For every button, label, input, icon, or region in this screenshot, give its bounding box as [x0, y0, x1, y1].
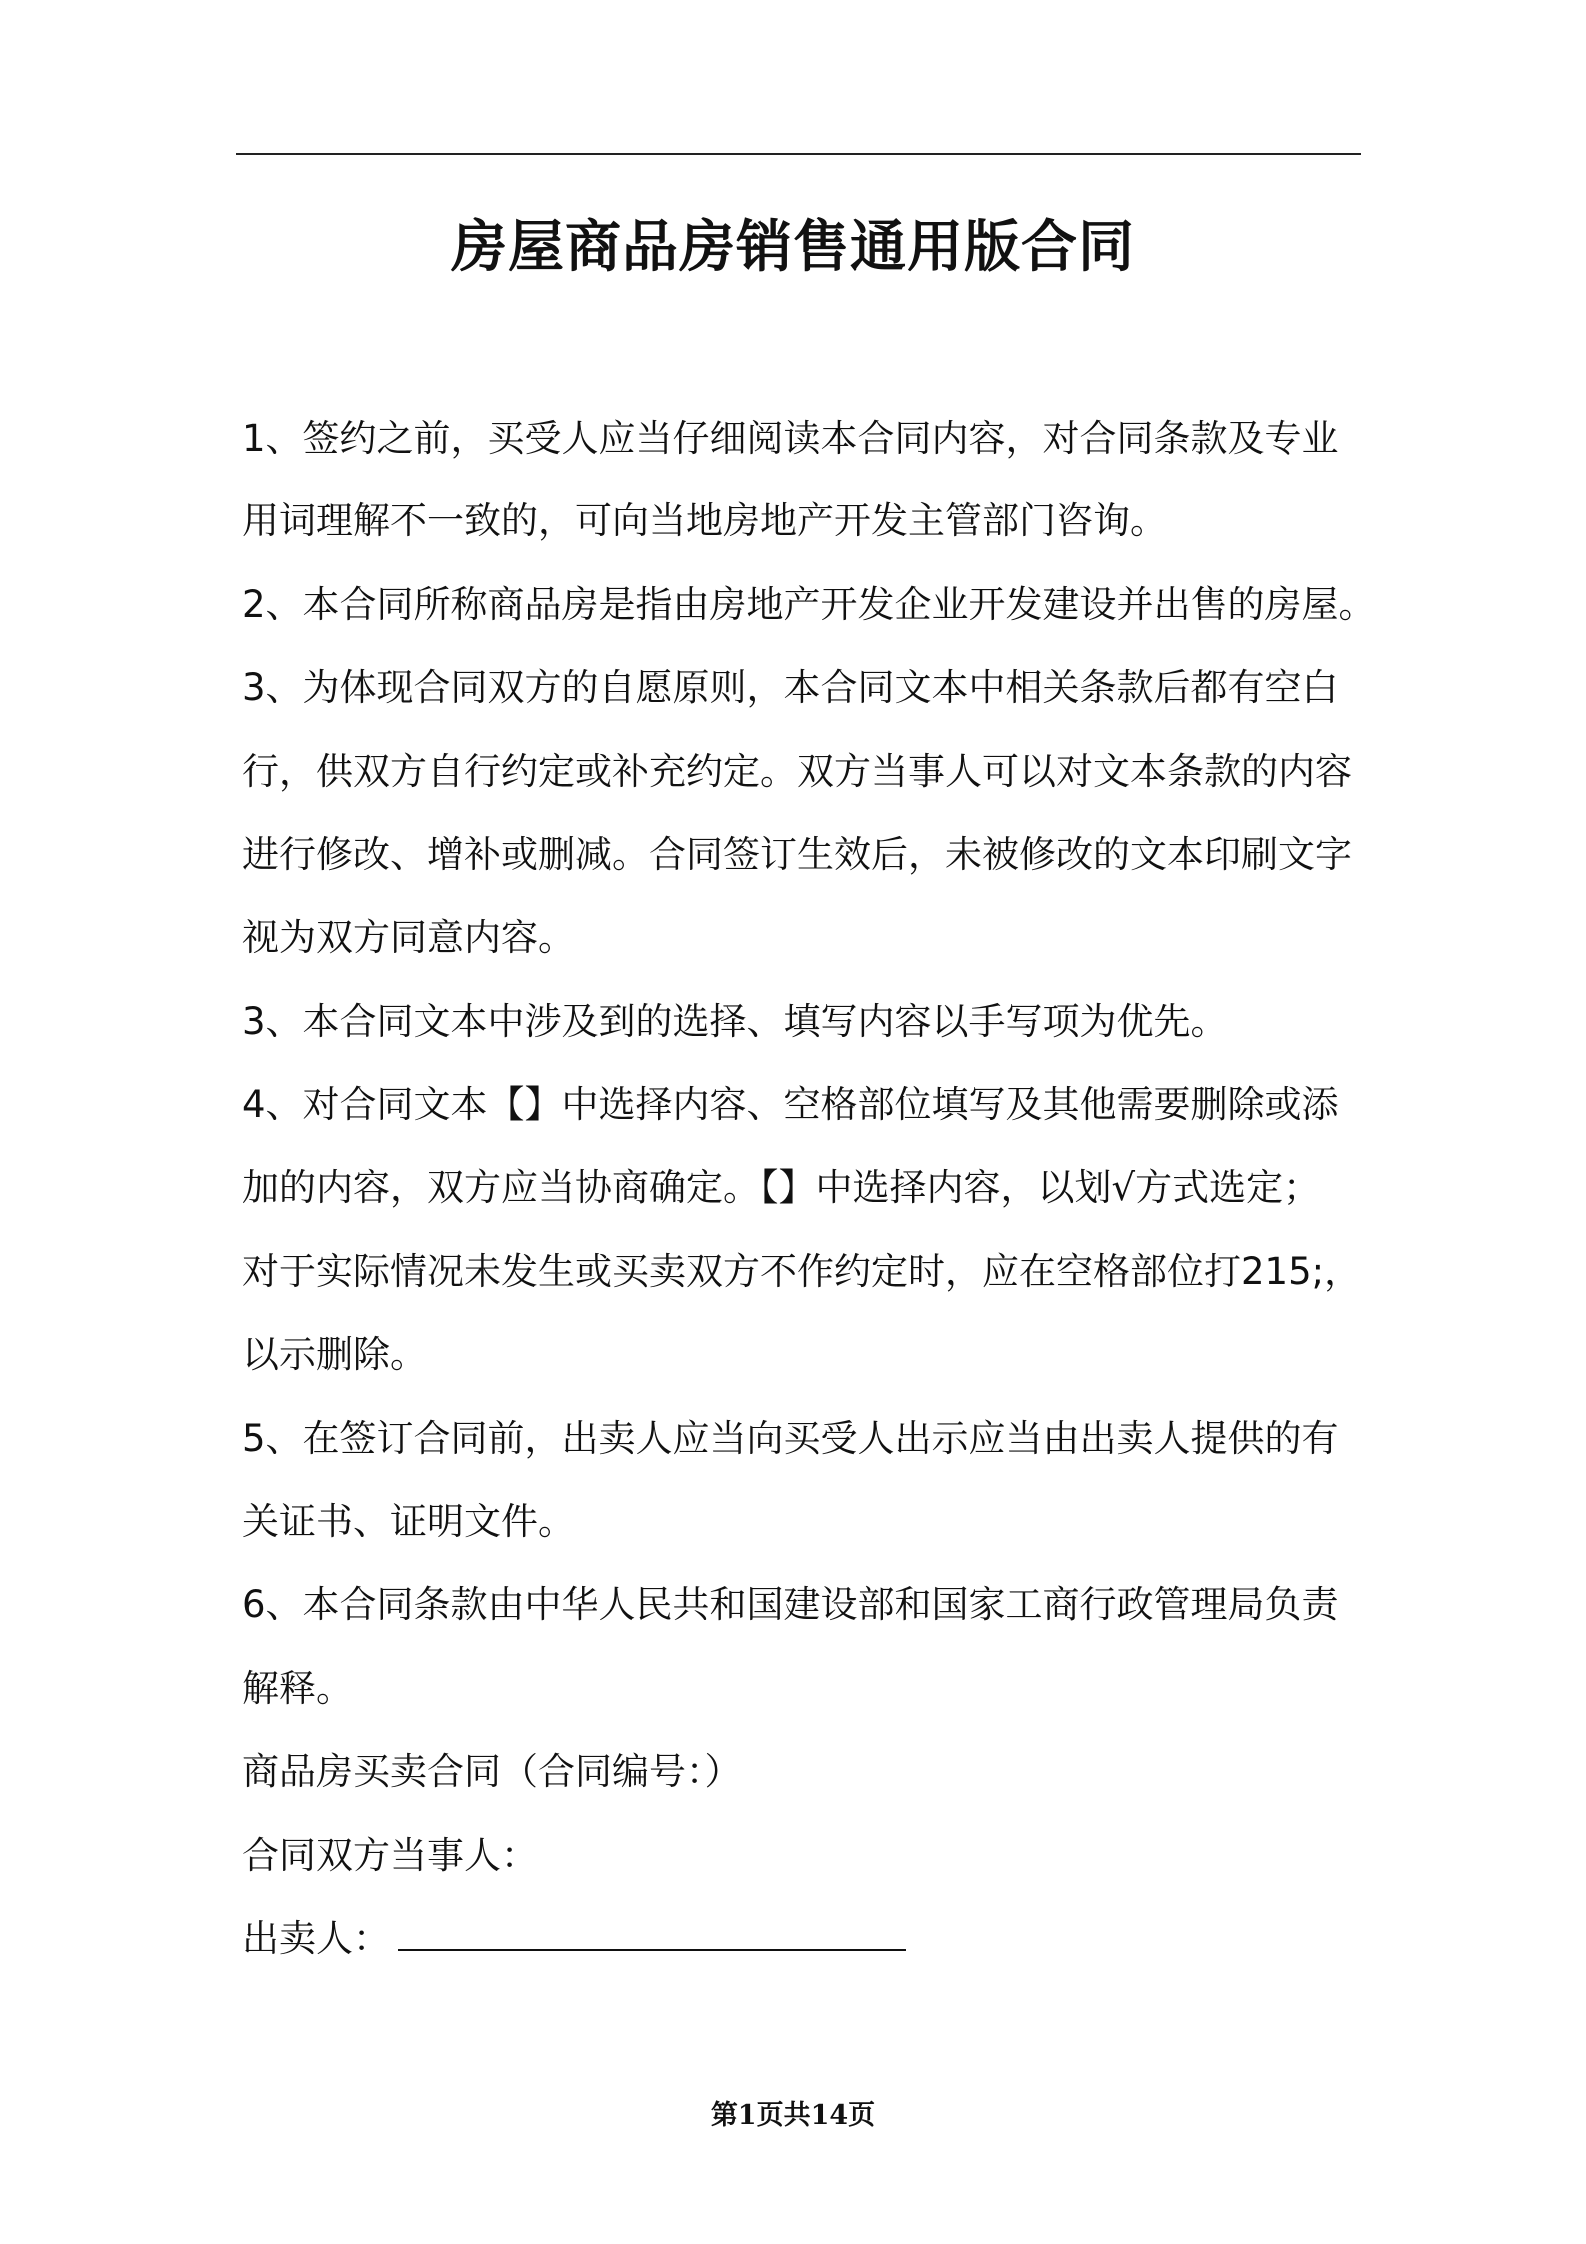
- seller-line: [242, 1911, 1392, 1967]
- parties-heading: 合同双方当事人：: [242, 1834, 538, 1877]
- seller-blank-field[interactable]: [398, 1919, 906, 1951]
- body-line-1: 1、签约之前，买受人应当仔细阅读本合同内容，对合同条款及专业: [242, 417, 1339, 460]
- body-line-8: 3、本合同文本中涉及到的选择、填写内容以手写项为优先。: [242, 1000, 1228, 1043]
- body-line-16: 解释。: [242, 1667, 353, 1710]
- header-rule: [236, 153, 1361, 155]
- body-line-12: 以示删除。: [242, 1333, 427, 1376]
- page-footer: 第1页共14页: [710, 2100, 876, 2131]
- body-line-4: 3、为体现合同双方的自愿原则，本合同文本中相关条款后都有空白: [242, 666, 1339, 709]
- body-line-10: 加的内容，双方应当协商确定。【】中选择内容，以划√方式选定；: [242, 1166, 1321, 1209]
- body-line-15: 6、本合同条款由中华人民共和国建设部和国家工商行政管理局负责: [242, 1583, 1339, 1626]
- body-line-6: 进行修改、增补或删减。合同签订生效后，未被修改的文本印刷文字: [242, 833, 1352, 876]
- seller-label: 出卖人：: [242, 1917, 390, 1960]
- body-line-13: 5、在签订合同前，出卖人应当向买受人出示应当由出卖人提供的有: [242, 1417, 1339, 1460]
- body-line-5: 行，供双方自行约定或补充约定。双方当事人可以对文本条款的内容: [242, 750, 1352, 793]
- body-line-3: 2、本合同所称商品房是指由房地产开发企业开发建设并出售的房屋。: [242, 583, 1376, 626]
- contract-number-line: 商品房买卖合同（合同编号：）: [242, 1750, 742, 1793]
- body-line-9: 4、对合同文本【】中选择内容、空格部位填写及其他需要删除或添: [242, 1083, 1339, 1126]
- body-line-7: 视为双方同意内容。: [242, 916, 575, 959]
- body-line-14: 关证书、证明文件。: [242, 1500, 575, 1543]
- document-title: 房屋商品房销售通用版合同: [451, 215, 1135, 280]
- body-line-2: 用词理解不一致的，可向当地房地产开发主管部门咨询。: [242, 499, 1167, 542]
- body-line-11: 对于实际情况未发生或买卖双方不作约定时，应在空格部位打215;，: [242, 1250, 1362, 1293]
